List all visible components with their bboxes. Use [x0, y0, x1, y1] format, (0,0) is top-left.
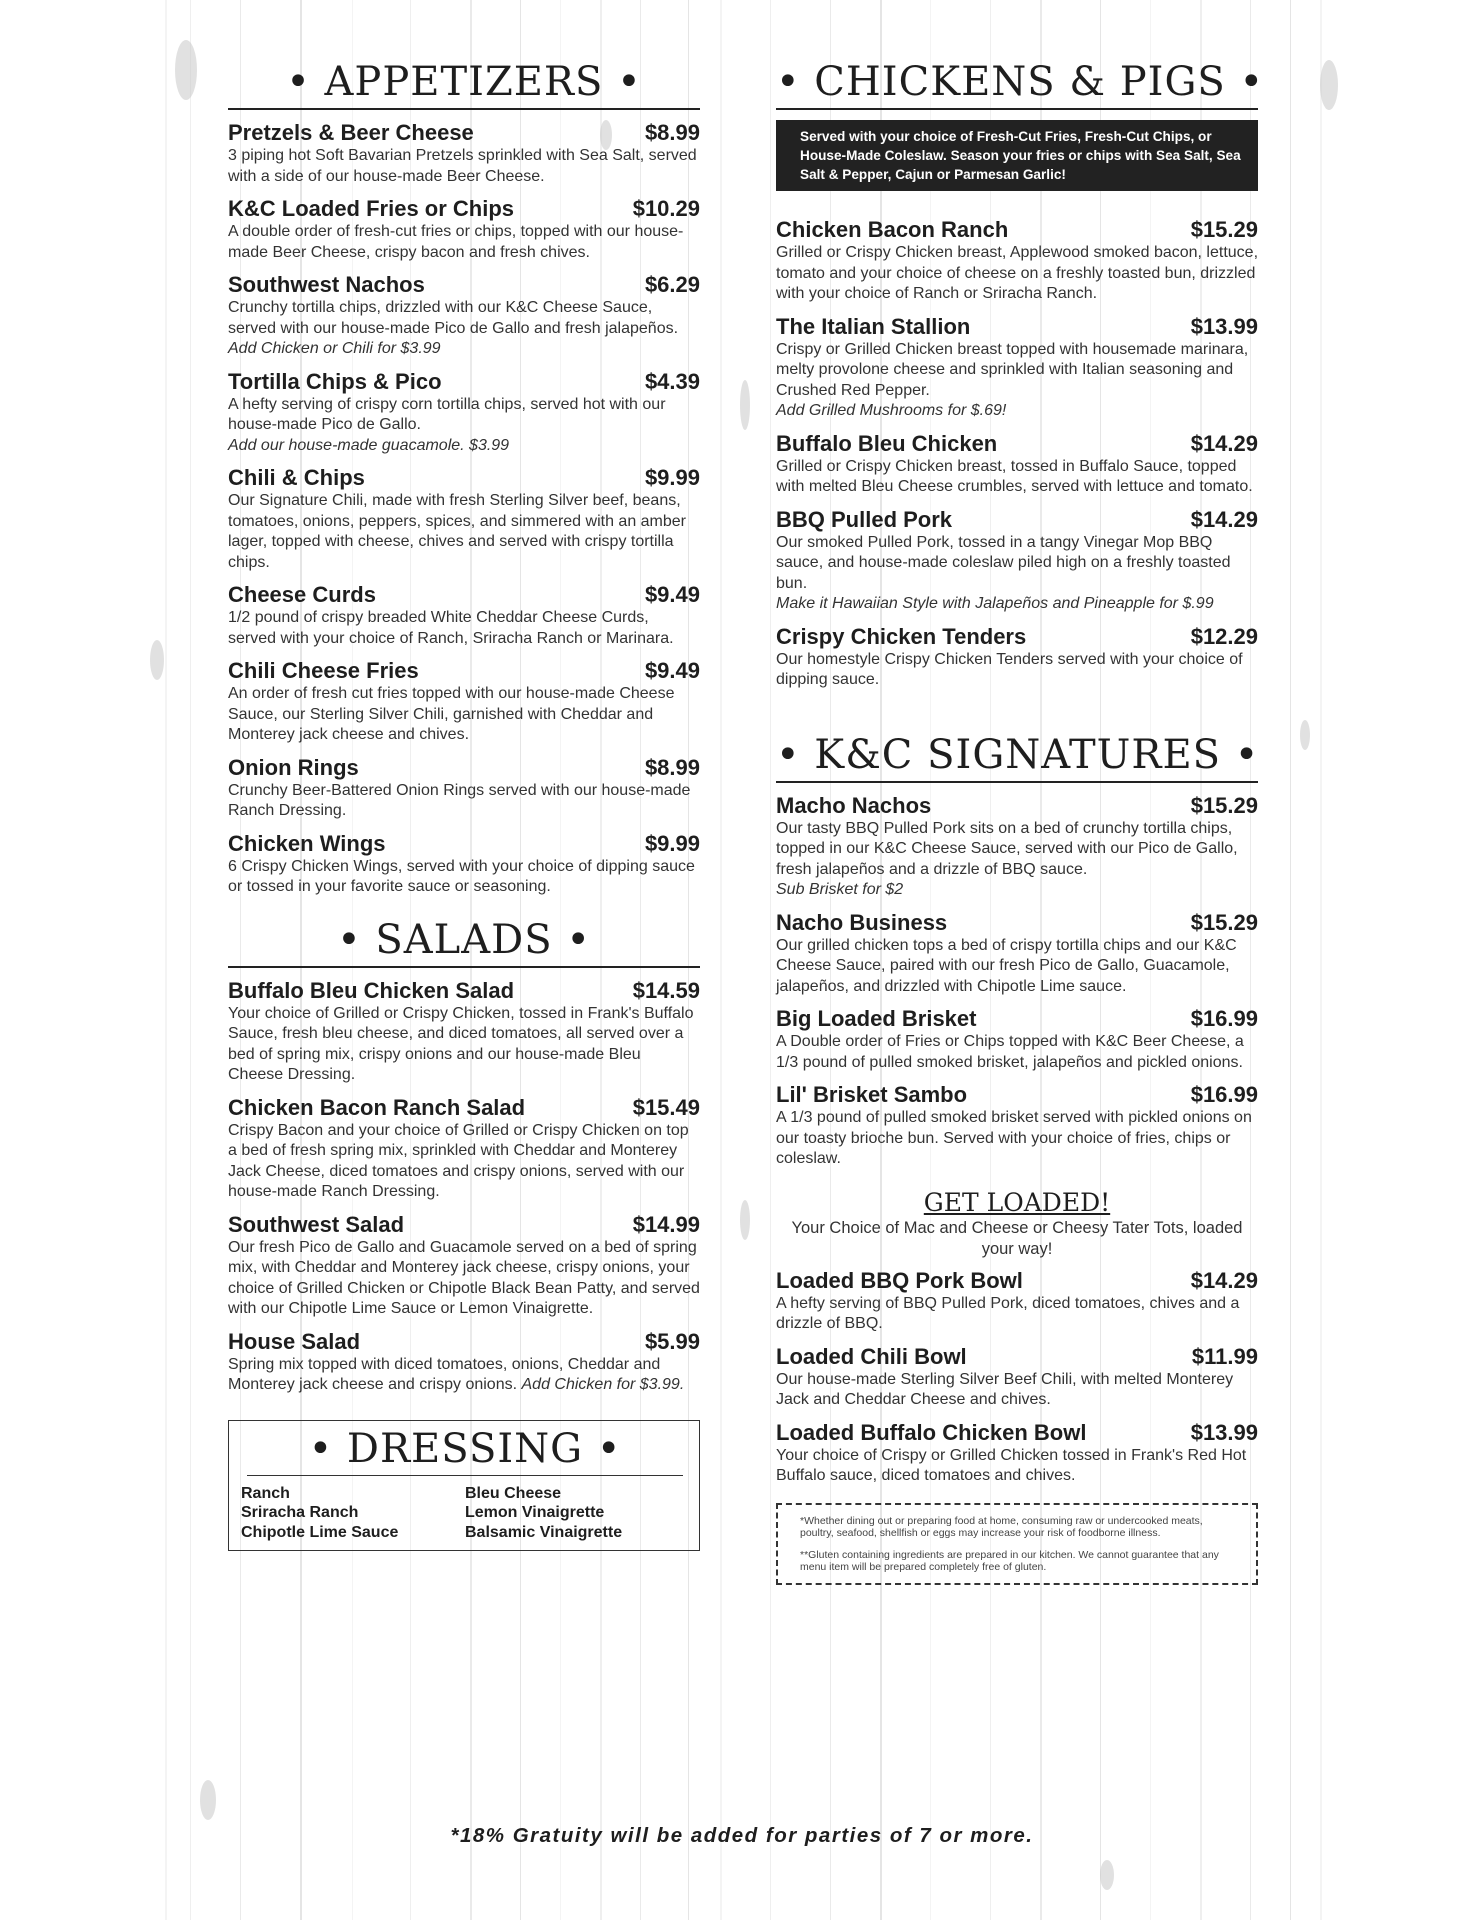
menu-item-price: $9.49	[644, 582, 700, 607]
menu-item	[228, 755, 700, 822]
menu-item-desc-text: 3 piping hot Soft Bavarian Pretzels sprinkled with Sea Salt, served with a side of our house-made Beer Cheese.	[228, 147, 697, 185]
menu-item-description	[228, 608, 700, 649]
menu-item	[228, 272, 700, 360]
menu-item	[776, 507, 1258, 615]
menu-item-name: Southwest Nachos	[228, 272, 425, 297]
menu-item-name: Big Loaded Brisket	[776, 1006, 977, 1031]
menu-item-name: Chicken Bacon Ranch	[776, 217, 1009, 242]
menu-item-desc-text: Our tasty BBQ Pulled Pork sits on a bed of crunchy tortilla chips, topped in our K&C Cheese Sauce, served with our Pico de Gallo, fresh jalapeños and a drizzle of BBQ sauce.	[776, 819, 1238, 878]
menu-item-header	[776, 1006, 1258, 1032]
menu-item-description	[228, 684, 700, 746]
menu-item-price: $13.99	[1190, 313, 1258, 339]
chickens-title: • CHICKENS & PIGS •	[776, 58, 1258, 110]
menu-item-desc-text: Crispy Bacon and your choice of Grilled or Crispy Chicken on top a bed of fresh spring mix, sprinkled with Cheddar and Monterey Jack Cheese, diced tomatoes and crispy onions, served with our house-made Ranch Dressing.	[228, 1121, 689, 1200]
menu-item-header	[228, 1212, 700, 1238]
menu-item-price: $15.29	[1190, 792, 1258, 818]
menu-item-header	[228, 120, 700, 146]
appetizers-title: • APPETIZERS •	[228, 58, 700, 110]
right-column	[776, 58, 1265, 1585]
get-loaded-header	[776, 1188, 1258, 1260]
wood-grain-line	[190, 0, 191, 1920]
menu-item-price: $14.29	[1190, 430, 1258, 456]
menu-item-header	[776, 910, 1258, 936]
menu-item-description	[228, 1355, 700, 1396]
menu-item-name: BBQ Pulled Pork	[776, 506, 953, 532]
menu-item-desc-text: Our smoked Pulled Pork, tossed in a tangy Vinegar Mop BBQ sauce, and house-made coleslaw piled high on a freshly toasted bun.	[776, 533, 1231, 592]
menu-item-description	[776, 1032, 1258, 1073]
menu-item-price: $10.29	[632, 196, 700, 221]
wood-knot	[740, 1200, 750, 1240]
menu-item-name: Buffalo Bleu Chicken	[776, 430, 998, 456]
menu-item-desc-text: A hefty serving of BBQ Pulled Pork, diced tomatoes, chives and a drizzle of BBQ.	[776, 1294, 1240, 1332]
menu-item-description	[228, 222, 700, 263]
menu-item	[776, 1268, 1258, 1335]
wood-knot	[740, 380, 750, 430]
menu-item-description	[228, 1004, 700, 1086]
wood-grain-line	[770, 0, 771, 1920]
menu-item	[776, 1006, 1258, 1073]
menu-item-desc-text: Grilled or Crispy Chicken breast, Applewood smoked bacon, lettuce, tomato and your choice of cheese on a freshly toasted bun, drizzled with your choice of Ranch or Sriracha Ranch.	[776, 244, 1259, 302]
dressing-item: Balsamic Vinaigrette	[465, 1523, 623, 1541]
menu-item-desc-text: Your choice of Crispy or Grilled Chicken tossed in Frank's Red Hot Buffalo sauce, diced tomatoes and chives.	[776, 1446, 1247, 1484]
menu-item-name: K&C Loaded Fries or Chips	[228, 196, 515, 221]
menu-item	[776, 431, 1258, 498]
dressing-right-col	[465, 1484, 689, 1543]
disclaimer-gluten: **Gluten containing ingredients are prepared in our kitchen. We cannot guarantee that any menu item will be prepared completely free of gluten.	[800, 1548, 1219, 1573]
menu-item-name: Loaded Buffalo Chicken Bowl	[776, 1419, 1087, 1445]
wood-knot	[1100, 1860, 1114, 1890]
menu-item-name: Cheese Curds	[228, 582, 376, 607]
menu-item-name: Loaded Chili Bowl	[776, 1343, 967, 1369]
menu-item-header	[228, 196, 700, 222]
menu-item-header	[776, 314, 1258, 340]
menu-item-header	[776, 624, 1258, 650]
menu-item-header	[228, 272, 700, 298]
menu-item-price: $15.29	[1190, 909, 1258, 935]
menu-item-addon-note: Add Chicken or Chili for $3.99	[228, 340, 441, 357]
menu-item	[776, 1082, 1258, 1170]
menu-item	[228, 1095, 700, 1203]
menu-item-header	[228, 658, 700, 684]
menu-item-description	[228, 857, 700, 898]
menu-item-desc-text: A double order of fresh-cut fries or chips, topped with our house-made Beer Cheese, crispy bacon and fresh chives.	[228, 223, 684, 261]
get-loaded-list	[776, 1268, 1258, 1487]
menu-item-desc-text: 1/2 pound of crispy breaded White Cheddar Cheese Curds, served with your choice of Ranch, Sriracha Ranch or Marinara.	[228, 609, 674, 647]
menu-item-desc-text: Crispy or Grilled Chicken breast topped with housemade marinara, melty provolone cheese and sprinkled with Italian seasoning and Crushed Red Pepper.	[776, 340, 1249, 399]
menu-item-desc-text: Crunchy tortilla chips, drizzled with our K&C Cheese Sauce, served with our house-made Pico de Gallo and fresh jalapeños.	[228, 299, 679, 337]
menu-item-desc-text: Our grilled chicken tops a bed of crispy tortilla chips and our K&C Cheese Sauce, paired with our fresh Pico de Gallo, Guacamole, jalapeños, and drizzled with Chipotle Lime sauce.	[776, 936, 1237, 995]
menu-item	[228, 196, 700, 263]
menu-item-desc-text: Our fresh Pico de Gallo and Guacamole served on a bed of spring mix, with Cheddar and Monterey jack cheese, crispy onions, your choice of Grilled Chicken or Chipotle Black Bean Patty, and served with our Chipotle Lime Sauce or Lemon Vinaigrette.	[228, 1238, 700, 1317]
menu-item-header	[776, 793, 1258, 819]
menu-item-description	[228, 781, 700, 822]
menu-item-price: $12.29	[1190, 623, 1258, 649]
dressing-left-col	[241, 1484, 465, 1543]
menu-item-description	[228, 146, 700, 187]
menu-item-name: Chili Cheese Fries	[228, 658, 419, 683]
wood-grain-line	[1290, 0, 1291, 1920]
menu-item-desc-text: Grilled or Crispy Chicken breast, tossed in Buffalo Sauce, topped with melted Bleu Cheese crumbles, served with lettuce and tomato.	[776, 457, 1253, 495]
menu-item-description	[228, 298, 700, 360]
menu-item-addon-note: Sub Brisket for $2	[776, 881, 904, 898]
wood-knot	[175, 40, 197, 100]
menu-item-description	[228, 491, 700, 573]
menu-item-header	[776, 1344, 1258, 1370]
menu-item-desc-text: Our Signature Chili, made with fresh Sterling Silver beef, beans, tomatoes, onions, peppers, spices, and simmered with an amber lager, topped with cheese, chives and served with crispy tortilla chips.	[228, 492, 687, 571]
dressing-item: Chipotle Lime Sauce	[241, 1523, 399, 1541]
menu-item-name: House Salad	[228, 1328, 361, 1354]
menu-item	[228, 1329, 700, 1396]
menu-item-header	[228, 1095, 700, 1121]
menu-item-price: $9.99	[644, 465, 700, 490]
menu-item-header	[228, 831, 700, 857]
menu-item-header	[776, 1082, 1258, 1108]
menu-item	[228, 1212, 700, 1320]
menu-item	[228, 369, 700, 457]
menu-item-description	[776, 340, 1258, 422]
menu-item-price: $8.99	[644, 754, 700, 780]
salads-list	[228, 978, 700, 1396]
menu-item-desc-text: Spring mix topped with diced tomatoes, onions, Cheddar and Monterey jack cheese and crispy onions.	[228, 1355, 661, 1393]
menu-item	[776, 1344, 1258, 1411]
menu-item-price: $5.99	[644, 1328, 700, 1354]
menu-item	[228, 831, 700, 898]
wood-knot	[1320, 60, 1338, 110]
menu-item-name: Pretzels & Beer Cheese	[228, 120, 474, 145]
dressing-grid	[241, 1484, 689, 1543]
menu-item-header	[228, 465, 700, 491]
menu-item	[228, 465, 700, 573]
menu-item-addon-note: Add Chicken for $3.99.	[521, 1376, 685, 1393]
dressing-box	[228, 1420, 700, 1552]
disclaimer-box	[776, 1503, 1258, 1585]
menu-item-header	[776, 507, 1258, 533]
menu-item-desc-text: An order of fresh cut fries topped with our house-made Cheese Sauce, our Sterling Silver Chili, garnished with Cheddar and Monterey jack cheese and chives.	[228, 685, 675, 743]
wood-grain-line	[1320, 0, 1322, 1920]
menu-item-name: Chili & Chips	[228, 465, 365, 490]
menu-item-description	[776, 650, 1258, 691]
get-loaded-title: GET LOADED!	[923, 1187, 1111, 1217]
salads-title: • SALADS •	[228, 916, 700, 968]
menu-item-header	[228, 582, 700, 608]
menu-item-name: Loaded BBQ Pork Bowl	[776, 1267, 1023, 1293]
menu-item	[228, 120, 700, 187]
gratuity-footer: *18% Gratuity will be added for parties of 7 or more.	[450, 1824, 1034, 1847]
wood-grain-line	[165, 0, 167, 1920]
menu-item-description	[776, 1294, 1258, 1335]
disclaimer-raw-food: *Whether dining out or preparing food at home, consuming raw or undercooked meats, poultry, seafood, shellfish or eggs may increase your risk of foodborne illness.	[800, 1514, 1203, 1539]
menu-item-price: $4.39	[644, 368, 700, 394]
menu-item-desc-text: Our house-made Sterling Silver Beef Chili, with melted Monterey Jack and Cheddar Cheese and chives.	[776, 1370, 1234, 1408]
menu-item-header	[776, 1420, 1258, 1446]
menu-item-name: Crispy Chicken Tenders	[776, 623, 1027, 649]
menu-item-name: Chicken Wings	[228, 830, 386, 856]
menu-item-price: $16.99	[1190, 1006, 1258, 1031]
menu-item-name: Lil' Brisket Sambo	[776, 1082, 968, 1107]
menu-item	[776, 217, 1258, 305]
left-column	[228, 58, 700, 1551]
menu-item-name: The Italian Stallion	[776, 313, 971, 339]
menu-item-name: Macho Nachos	[776, 792, 932, 818]
menu-item-header	[228, 1329, 700, 1355]
menu-item-description	[776, 1108, 1258, 1170]
menu-item-desc-text: A 1/3 pound of pulled smoked brisket served with pickled onions on our toasty brioche bun. Served with your choice of fries, chips or coleslaw.	[776, 1109, 1252, 1167]
menu-item	[776, 314, 1258, 422]
menu-item	[776, 910, 1258, 998]
menu-item	[228, 978, 700, 1086]
menu-item-name: Tortilla Chips & Pico	[228, 368, 442, 394]
dressing-item: Lemon Vinaigrette	[465, 1504, 605, 1521]
wood-grain-line	[720, 0, 722, 1920]
menu-item-desc-text: A hefty serving of crispy corn tortilla chips, served hot with our house-made Pico de Gallo.	[228, 395, 666, 433]
menu-item-header	[228, 369, 700, 395]
signatures-list	[776, 793, 1258, 1170]
menu-item-name: Buffalo Bleu Chicken Salad	[228, 977, 515, 1003]
menu-item	[228, 582, 700, 649]
menu-item-price: $14.99	[632, 1211, 700, 1237]
menu-item-header	[228, 755, 700, 781]
signatures-title: • K&C SIGNATURES •	[776, 731, 1258, 783]
menu-item-desc-text: 6 Crispy Chicken Wings, served with your choice of dipping sauce or tossed in your favorite sauce or seasoning.	[228, 857, 695, 895]
menu-item-price: $11.99	[1191, 1343, 1258, 1369]
menu-item-description	[776, 936, 1258, 998]
menu-item-header	[228, 978, 700, 1004]
menu-item-addon-note: Make it Hawaiian Style with Jalapeños and Pineapple for $.99	[776, 595, 1214, 612]
sides-note: Served with your choice of Fresh-Cut Fries, Fresh-Cut Chips, or House-Made Coleslaw. Season your fries or chips with Sea Salt, Sea Salt & Pepper, Cajun or Parmesan Garlic!	[776, 120, 1258, 191]
menu-item-description	[228, 1121, 700, 1203]
chickens-list	[776, 217, 1258, 691]
menu-item-description	[776, 457, 1258, 498]
menu-item-header	[776, 217, 1258, 243]
wood-knot	[200, 1780, 216, 1820]
menu-item-header	[776, 1268, 1258, 1294]
wood-knot	[1300, 720, 1310, 750]
menu-item-name: Nacho Business	[776, 909, 948, 935]
get-loaded-desc: Your Choice of Mac and Cheese or Cheesy Tater Tots, loaded your way!	[791, 1218, 1243, 1258]
menu-item-desc-text: Crunchy Beer-Battered Onion Rings served with our house-made Ranch Dressing.	[228, 781, 691, 819]
menu-item-price: $8.99	[644, 120, 700, 145]
menu-item-price: $14.59	[632, 977, 700, 1003]
menu-item-price: $16.99	[1190, 1082, 1258, 1107]
dressing-title: • DRESSING •	[247, 1425, 683, 1476]
menu-item	[776, 1420, 1258, 1487]
menu-item-description	[776, 819, 1258, 901]
menu-item-addon-note: Add our house-made guacamole. $3.99	[228, 436, 510, 454]
menu-item-description	[228, 395, 700, 457]
menu-item	[776, 793, 1258, 901]
menu-item-description	[776, 1370, 1258, 1411]
dressing-item: Sriracha Ranch	[241, 1504, 359, 1521]
menu-item-description	[776, 243, 1258, 305]
menu-item-desc-text: Your choice of Grilled or Crispy Chicken, tossed in Frank's Buffalo Sauce, fresh bleu cheese, and diced tomatoes, all served over a bed of spring mix, crispy onions and our house-made Bleu Cheese Dressing.	[228, 1004, 694, 1083]
menu-item-price: $14.29	[1190, 506, 1258, 532]
menu-item-description	[776, 533, 1258, 615]
menu-item-price: $9.99	[644, 830, 700, 856]
menu-item-addon-note: Add Grilled Mushrooms for $.69!	[776, 402, 1007, 419]
menu-item-description	[228, 1238, 700, 1320]
menu-item-name: Chicken Bacon Ranch Salad	[228, 1094, 526, 1120]
menu-item-name: Southwest Salad	[228, 1211, 405, 1237]
menu-item-desc-text: A Double order of Fries or Chips topped with K&C Beer Cheese, a 1/3 pound of pulled smoked brisket, jalapeños and pickled onions.	[776, 1033, 1244, 1071]
menu-item-price: $14.29	[1190, 1267, 1258, 1293]
dressing-item: Ranch	[241, 1484, 290, 1502]
menu-item-price: $13.99	[1190, 1419, 1258, 1445]
menu-item	[228, 658, 700, 746]
menu-item-header	[776, 431, 1258, 457]
menu-item-desc-text: Our homestyle Crispy Chicken Tenders served with your choice of dipping sauce.	[776, 650, 1243, 688]
menu-item-price: $9.49	[644, 658, 700, 683]
menu-item-price: $15.49	[632, 1094, 700, 1120]
menu-item-price: $15.29	[1190, 217, 1258, 242]
appetizers-list	[228, 120, 700, 898]
menu-item	[776, 624, 1258, 691]
menu-item-price: $6.29	[644, 272, 700, 297]
menu-item-name: Onion Rings	[228, 754, 359, 780]
menu-item-description	[776, 1446, 1258, 1487]
dressing-item: Bleu Cheese	[465, 1484, 562, 1502]
wood-knot	[150, 640, 164, 680]
